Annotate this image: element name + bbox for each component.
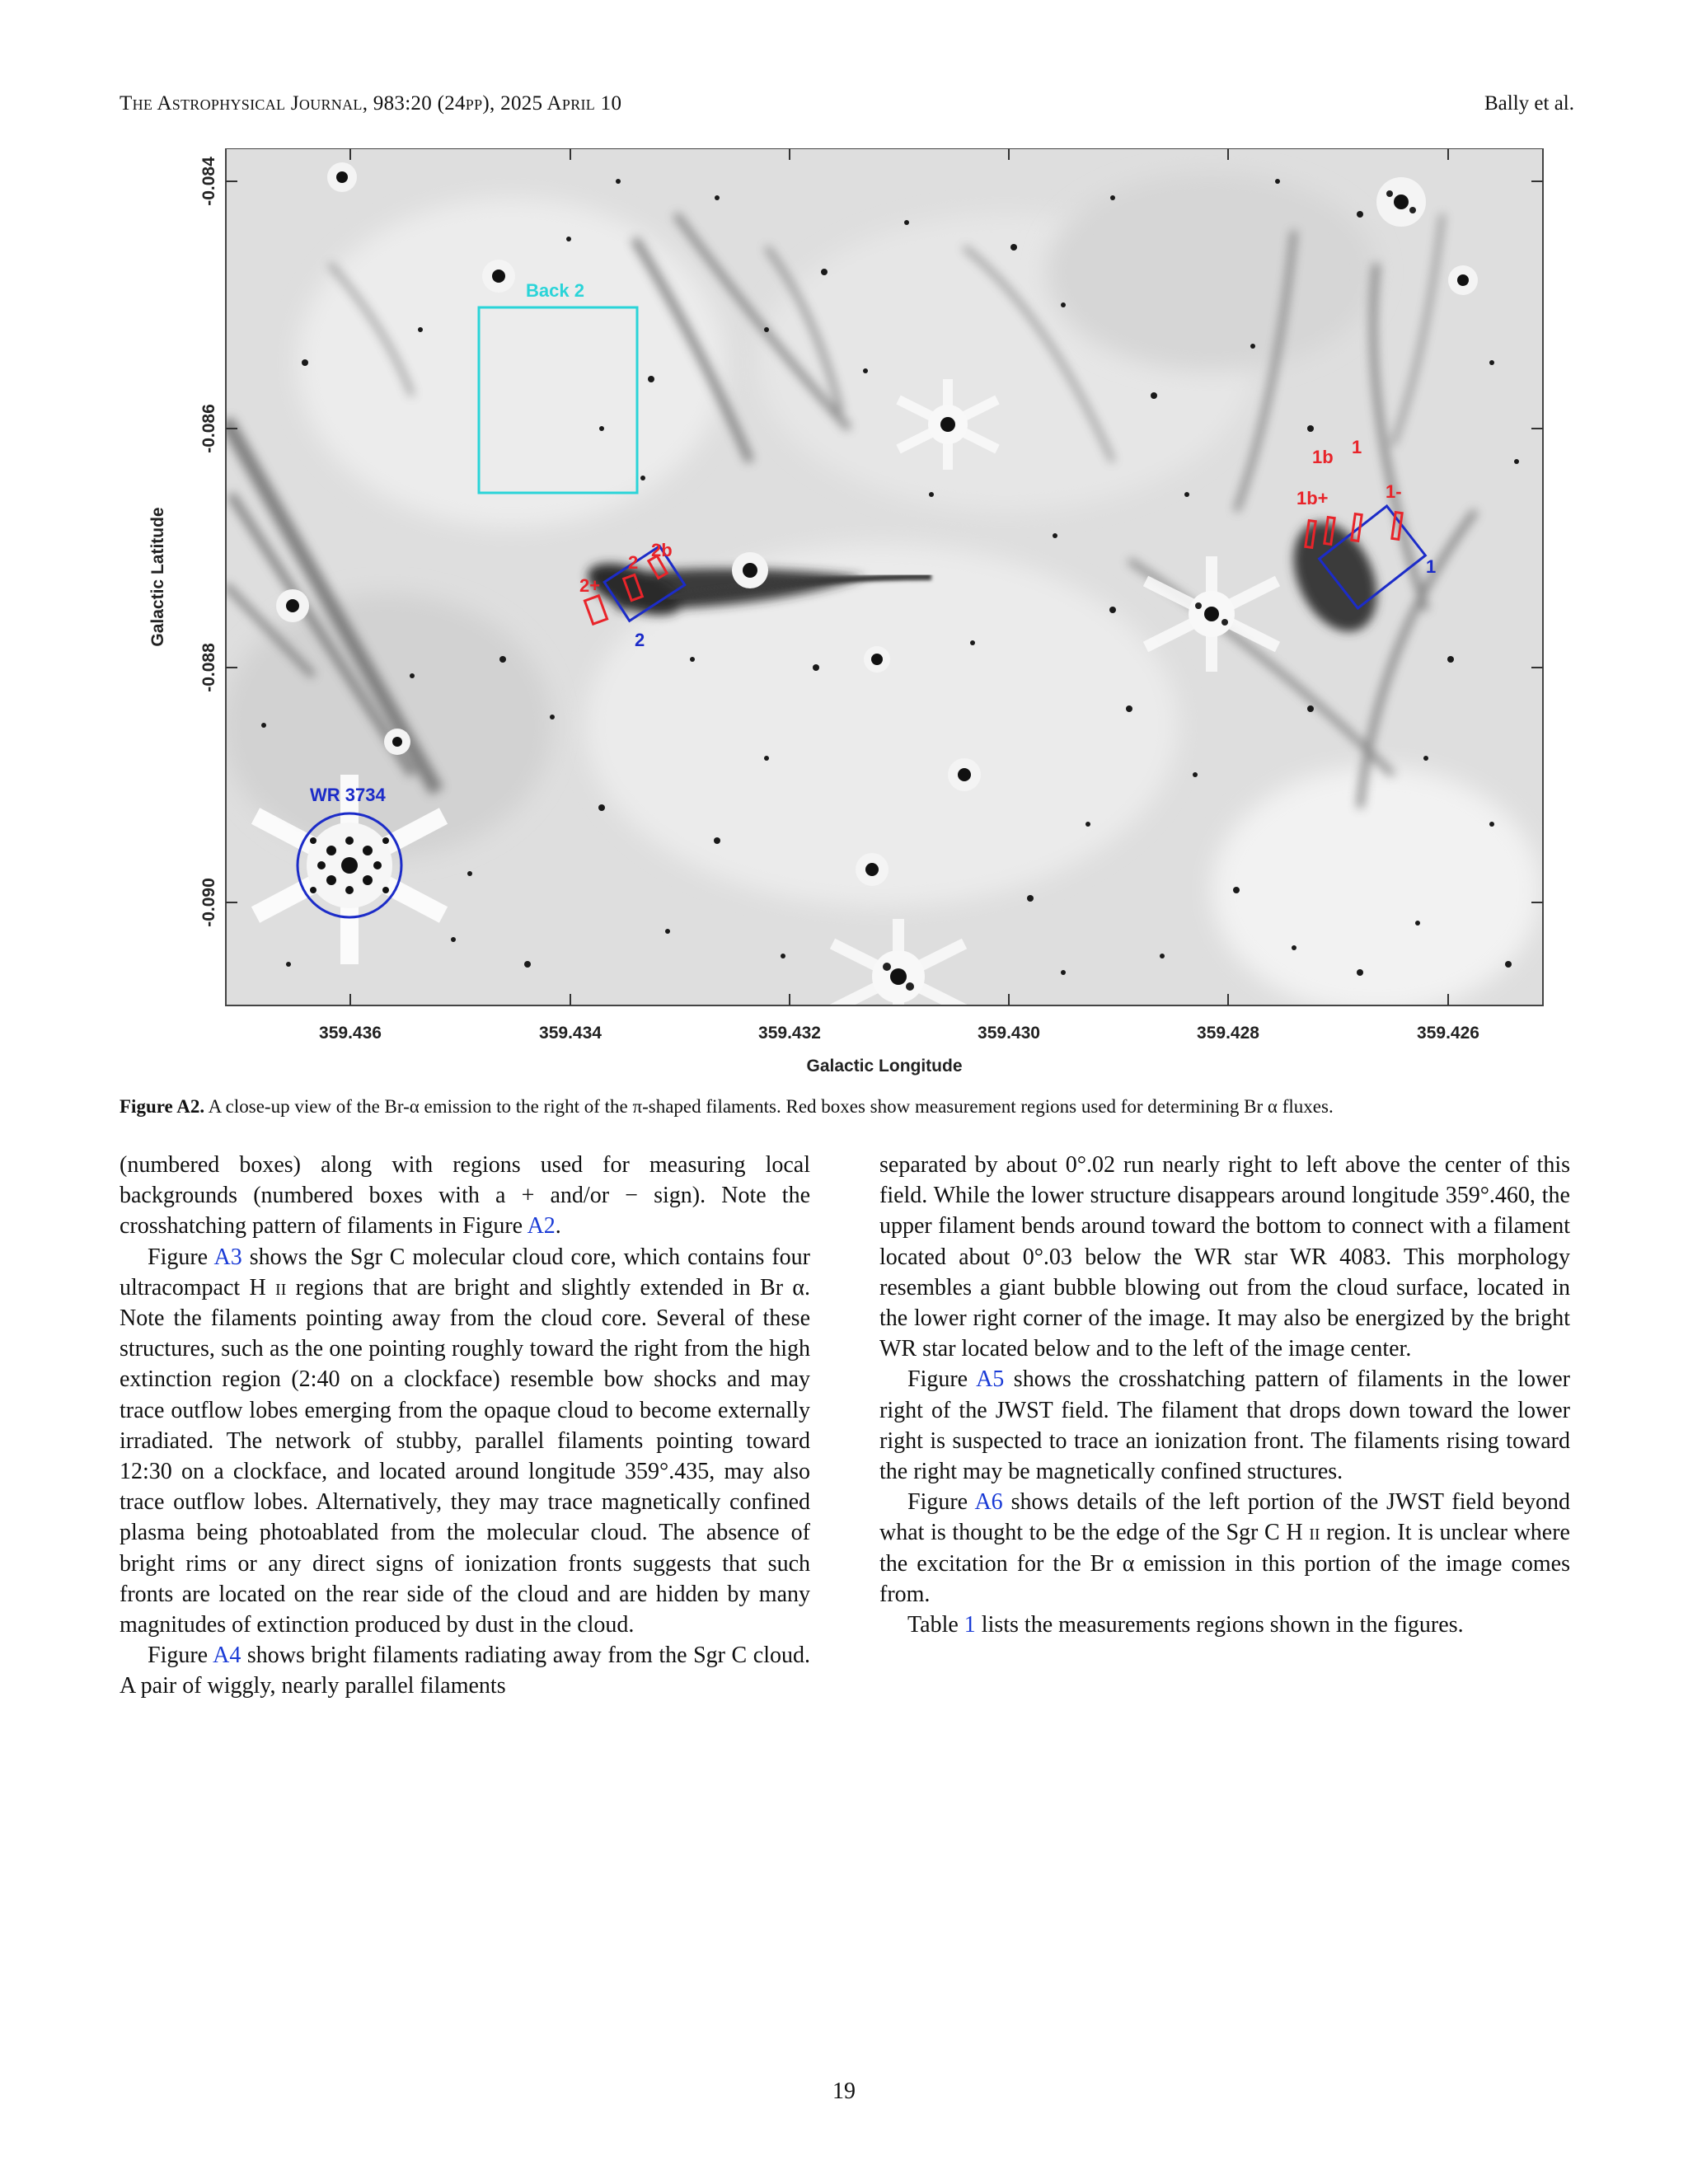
xtick-label: 359.434: [539, 1024, 602, 1043]
label-1b: 1b: [1312, 447, 1334, 467]
paragraph-text: lists the measurements regions shown in the figures.: [975, 1612, 1464, 1638]
figure-a2-image: [140, 148, 1550, 1088]
y-axis-title: Galactic Latitude: [148, 507, 167, 647]
paragraph: [120, 1150, 810, 1242]
figure-link[interactable]: A2: [527, 1213, 556, 1240]
xtick-label: 359.436: [319, 1024, 382, 1043]
paragraph-text: shows details of the left portion of the JWST field beyond what is thought to be the edge of the Sgr C H: [879, 1489, 1571, 1546]
roman-numeral: ii: [1309, 1520, 1320, 1546]
label-back2: Back 2: [526, 280, 584, 301]
paragraph-text: (numbered boxes) along with regions used for measuring local backgrounds (numbered boxes with a + and/or − sign). Note the crosshatching pattern of filaments in Figure: [120, 1152, 810, 1240]
caption-text: A close-up view of the Br-α emission to the right of the π-shaped filaments. Red boxes show measurement regions used for determining Br α fluxes.: [208, 1096, 1334, 1117]
page-number: 19: [832, 2079, 856, 2104]
paragraph-text: Figure: [148, 1643, 213, 1669]
paragraph-text: shows bright filaments radiating away from the Sgr C cloud. A pair of wiggly, nearly parallel filaments: [120, 1643, 810, 1699]
journal-citation: The Astrophysical Journal, 983:20 (24pp), 2025 April 10: [120, 92, 622, 115]
figure-link[interactable]: A6: [974, 1489, 1003, 1516]
figure-link[interactable]: A3: [213, 1244, 242, 1270]
paragraph-text: Figure: [907, 1489, 975, 1516]
right-column: [879, 1150, 1570, 1640]
xtick-label: 359.432: [758, 1024, 821, 1043]
paragraph-text: region. It is unclear where the excitation for the Br α emission in this portion of the image comes from.: [879, 1520, 1570, 1607]
figure-caption: [120, 1094, 1574, 1119]
paragraph: [879, 1487, 1570, 1610]
ytick-label: -0.084: [199, 157, 218, 206]
caption-label: Figure A2.: [120, 1096, 205, 1117]
label-1minus: 1-: [1386, 481, 1402, 502]
ytick-label: -0.086: [199, 404, 218, 453]
label-blue-1: 1: [1426, 556, 1437, 577]
xtick-label: 359.426: [1417, 1024, 1479, 1043]
ytick-label: -0.090: [199, 878, 218, 927]
emission-map: [223, 162, 1541, 1034]
figure-link[interactable]: A5: [976, 1366, 1005, 1393]
x-axis-title: Galactic Longitude: [806, 1057, 963, 1076]
paragraph: [879, 1610, 1570, 1640]
label-2b: 2b: [651, 540, 673, 560]
label-1bplus: 1b+: [1296, 488, 1329, 509]
author-header: Bally et al.: [1484, 92, 1574, 115]
paragraph: [879, 1364, 1570, 1487]
roman-numeral: ii: [275, 1274, 287, 1301]
table-link[interactable]: 1: [964, 1612, 976, 1638]
label-blue-2: 2: [635, 630, 645, 650]
paragraph-text: Table: [907, 1612, 964, 1638]
xtick-label: 359.428: [1197, 1024, 1259, 1043]
paragraph-text: Figure: [907, 1366, 977, 1393]
paragraph-text: separated by about 0°.02 run nearly right to left above the center of this field. While the lower structure disappears around longitude 359°.460, the upper filament bends around toward the bottom to connect with a filament located about 0°.03 below the WR star WR 4083. This morphology resembles a giant bubble blowing out from the cloud surface, located in the lower right corner of the image. It may also be energized by the bright WR star located below and to the left of the image center.: [879, 1152, 1570, 1362]
paragraph-text: shows the Sgr C molecular cloud core, which contains four ultracompact H: [120, 1244, 810, 1301]
label-1: 1: [1352, 437, 1362, 457]
figure-a2: [140, 148, 1550, 1088]
paragraph: [120, 1640, 810, 1701]
running-header: [120, 92, 1574, 122]
xtick-label: 359.430: [978, 1024, 1040, 1043]
paragraph-text: .: [555, 1213, 561, 1240]
paragraph-text: Figure: [148, 1244, 214, 1270]
left-column: [120, 1150, 810, 1702]
label-wr: WR 3734: [310, 785, 386, 805]
label-2: 2: [628, 552, 639, 573]
label-2plus: 2+: [579, 575, 601, 596]
paragraph-text: shows the crosshatching pattern of filaments in the lower right of the JWST field. The filament that drops down toward the lower right is suspected to trace an ionization front. The filaments rising toward the right may be magnetically confined structures.: [879, 1366, 1570, 1485]
paragraph: [879, 1150, 1570, 1364]
paragraph: [120, 1242, 810, 1641]
figure-link[interactable]: A4: [213, 1643, 241, 1669]
ytick-label: -0.088: [199, 643, 218, 692]
paragraph-text: regions that are bright and slightly extended in Br α. Note the filaments pointing away from the cloud core. Several of these structures, such as the one pointing roughly toward the right from the high extinction region (2:40 on a clockface) resemble bow shocks and may trace outflow lobes emerging from the opaque cloud to become externally irradiated. The network of stubby, parallel filaments pointing toward 12:30 on a clockface, and located around longitude 359°.435, may also trace outflow lobes. Alternatively, they may trace magnetically confined plasma being photoablated from the molecular cloud. The absence of bright rims or any direct signs of ionization fronts suggests that such fronts are located on the rear side of the cloud and are hidden by many magnitudes of extinction produced by dust in the cloud.: [120, 1274, 811, 1638]
